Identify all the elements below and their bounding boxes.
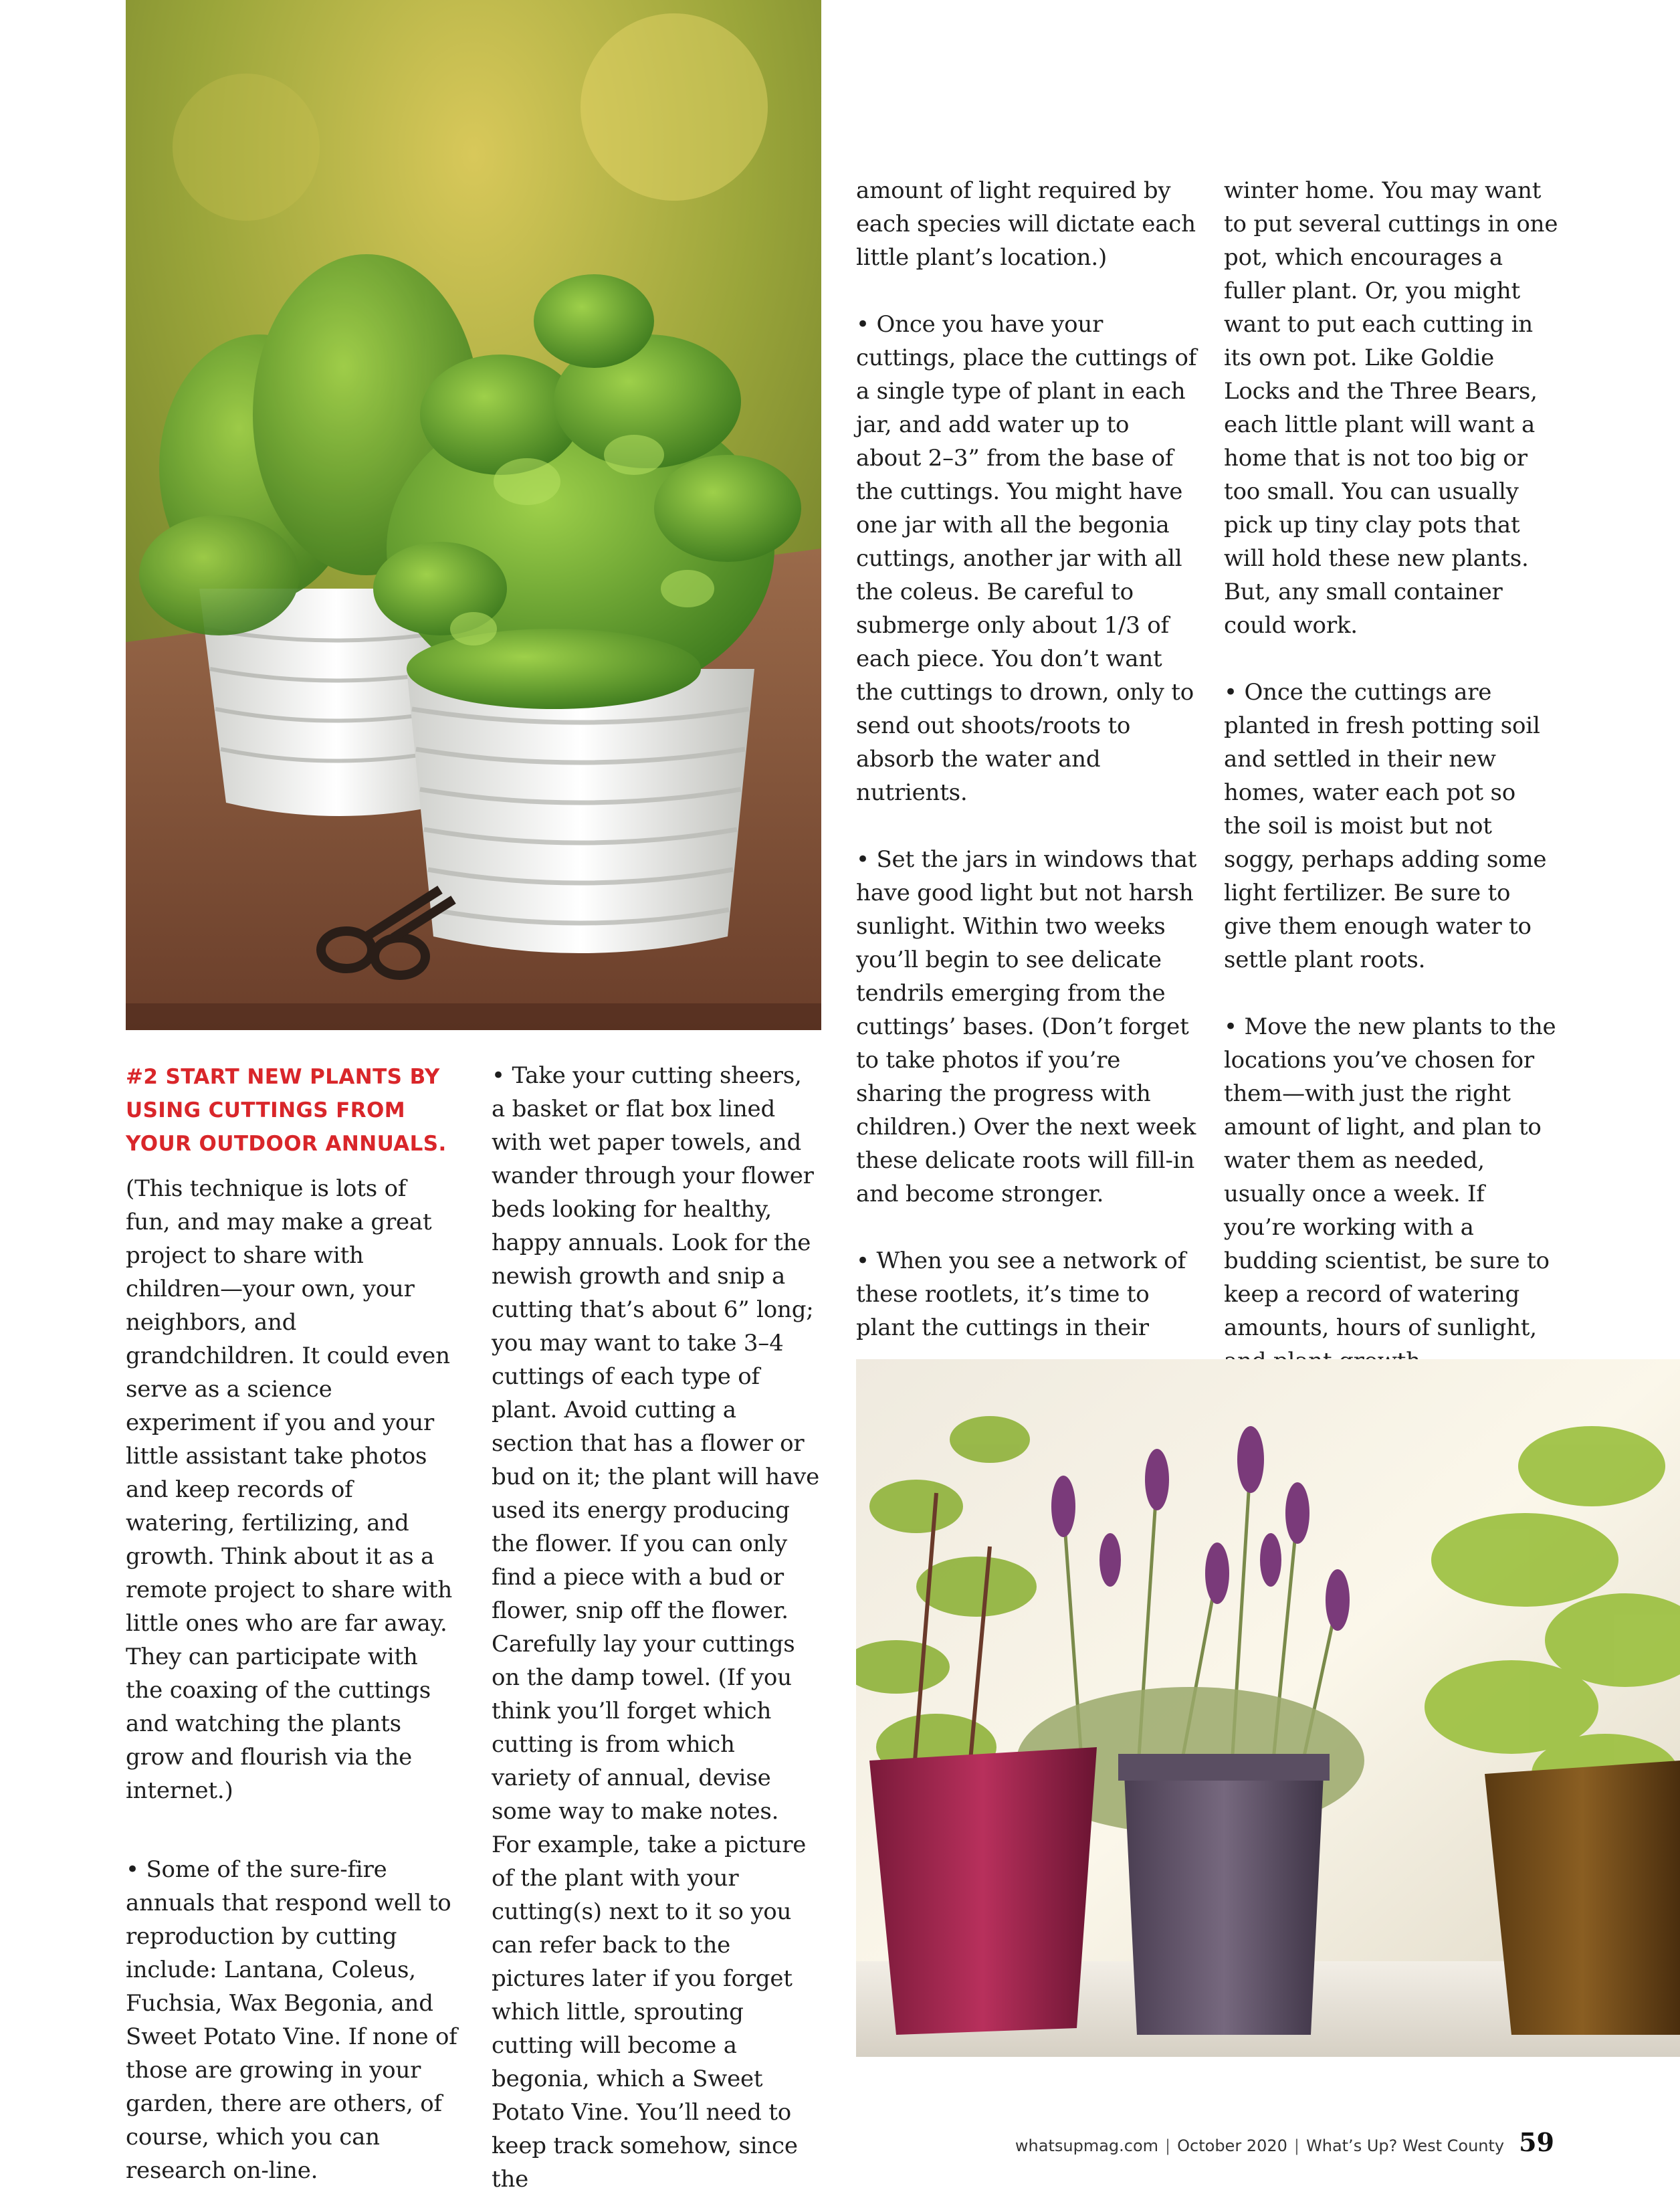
- footer-publication: What’s Up? West County: [1306, 2136, 1505, 2155]
- paragraph: winter home. You may want to put several cuttings in one pot, which encourages a fuller plant. Or, you might want to put each cutting in its own pot. Like Goldie Locks and the Three Bears, each little plant will want a home that is not too big or too small. You can usually pick up tiny clay pots that will hold these new plants. But, any small container could work.: [1224, 177, 1558, 639]
- paragraph: (This technique is lots of fun, and may make a great project to share with children—your own, your neighbors, and grandchildren. It could even serve as a science experiment if you and your little assistant take photos and keep records of watering, fertilizing, and growth. Think about it as a remote project to share with little ones who are far away. They can participate with the coaxing of the cuttings and watching the plants grow and flourish via the internet.): [126, 1175, 453, 1804]
- basil-pots-photo: [126, 0, 821, 1030]
- paragraph: • Move the new plants to the locations you’ve chosen for them—with just the right amount of light, and plan to water them as needed, usually once a week. If you’re working with a budding scientist, be sure to keep a record of watering amounts, hours of sunlight,: [1224, 1013, 1556, 1341]
- page-footer: [1015, 2127, 1554, 2157]
- paragraph: • Set the jars in windows that have good light but not harsh sunlight. Within two weeks you’ll begin to see delicate tendrils emerging from the cuttings’ bases. (Don’t forget to take photos if you’re sharing the progress with children.) Over the next week these delicate roots will fill-in and become stronger.: [856, 846, 1197, 1207]
- text-column-3: [856, 174, 1197, 1344]
- paragraph: • Once the cuttings are planted in fresh potting soil and settled in their new homes, water each pot so the soil is moist but not soggy, perhaps adding some light fertilizer. Be sure to give them enough water to settle plant roots.: [1224, 679, 1547, 973]
- paragraph: • Once you have your cuttings, place the cuttings of a single type of plant in each jar, and add water up to about 2–3” from the base of the cuttings. You might have one jar with all the begonia cuttings, another jar with all the coleus. Be careful to submerge only about 1/3 of each piece. You don’t want the cuttings to drown, only to send out shoots/roots to absorb the water and nutrients.: [856, 311, 1197, 806]
- page-number: 59: [1519, 2127, 1554, 2157]
- footer-separator: |: [1293, 2136, 1299, 2155]
- text-column-1: [126, 1172, 457, 2187]
- footer-date: October 2020: [1177, 2136, 1287, 2155]
- text-column-2: [492, 1059, 821, 2196]
- text-column-4: [1224, 174, 1558, 1378]
- lavender-pots-photo: [856, 1359, 1680, 2057]
- footer-separator: |: [1165, 2136, 1171, 2155]
- paragraph: amount of light required by each species will dictate each little plant’s location.): [856, 177, 1196, 271]
- section-heading: #2 START NEW PLANTS BY USING CUTTINGS FROM YOUR OUTDOOR ANNUALS.: [126, 1065, 447, 1156]
- footer-site: whatsupmag.com: [1015, 2136, 1159, 2155]
- paragraph: • When you see a network of these rootlets, it’s time to plant the cuttings in their: [856, 1247, 1186, 1341]
- paragraph: • Some of the sure-fire annuals that respond well to reproduction by cutting include: Lantana, Coleus, Fuchsia, Wax Begonia, and Sweet Potato Vine. If none of those are growing in your garden, there are others, of course, which you can research on-line.: [126, 1856, 457, 2184]
- paragraph: • Take your cutting sheers, a basket or flat box lined with wet paper towels, and wander through your flower beds looking for healthy, happy annuals. Look for the newish growth and snip a cutting that’s about 6” long; you may want to take 3–4 cuttings of each type of plant. Avoid cutting a section that has a flower or bud on it; the plant will have used its energy producing the flower. If you can only find a piece with a bud or flower, snip off the flower. Carefully lay your cuttings on the damp towel. (If you think you’ll forget which cutting is from which variety of annual, devise some way to make notes. For example, take a picture of the plant with your cutting(s) next to it so you can refer back to the pictures later if you forget which little, sprouting cutting will become a begonia, which a Sweet Potato Vine. You’ll need to keep track somehow, since the: [492, 1062, 820, 2193]
